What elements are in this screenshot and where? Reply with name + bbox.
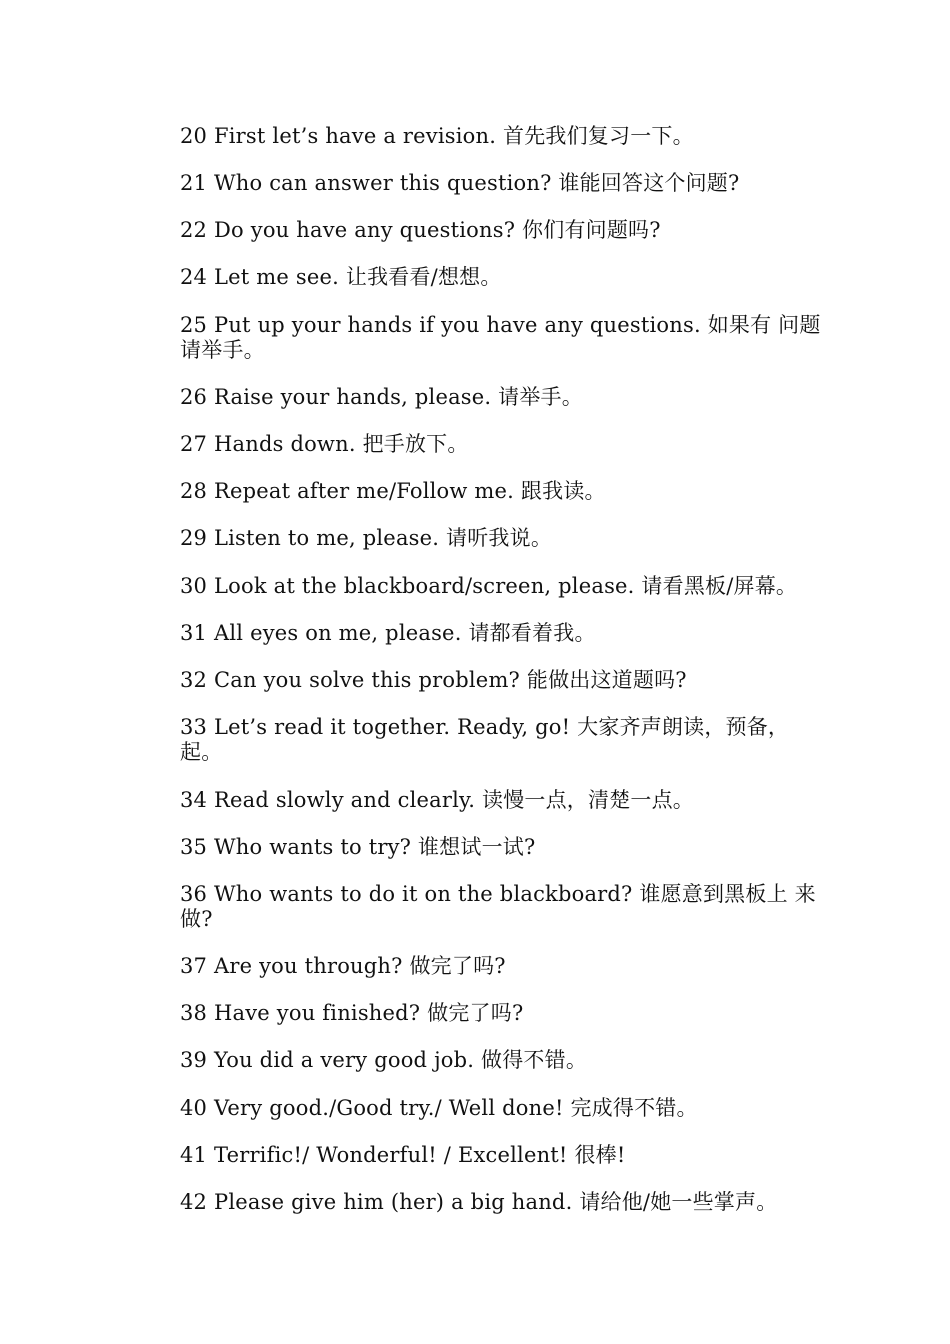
phrase-line-33: 33 Let’s read it together. Ready, go! 大家齐声朗读，预备，起。 [180,715,790,764]
phrase-line-25: 25 Put up your hands if you have any questions. 如果有 问题请举手。 [180,313,821,362]
phrase-line-32: 32 Can you solve this problem? 能做出这道题吗? [180,668,687,692]
phrase-line-22: 22 Do you have any questions? 你们有问题吗? [180,218,661,242]
phrase-line-39: 39 You did a very good job. 做得不错。 [180,1048,588,1072]
phrase-line-40: 40 Very good./Good try./ Well done! 完成得不错。 [180,1096,698,1120]
phrase-line-36: 36 Who wants to do it on the blackboard? 谁愿意到黑板上 来做? [180,882,816,931]
phrase-line-42: 42 Please give him (her) a big hand. 请给他/她一些掌声。 [180,1190,778,1214]
phrase-line-34: 34 Read slowly and clearly. 读慢一点，清楚一点。 [180,788,695,812]
phrase-line-26: 26 Raise your hands, please. 请举手。 [180,385,583,409]
phrase-line-24: 24 Let me see. 让我看看/想想。 [180,265,502,289]
phrase-line-38: 38 Have you finished? 做完了吗? [180,1001,524,1025]
phrase-line-41: 41 Terrific!/ Wonderful! / Excellent! 很棒! [180,1143,626,1167]
phrase-line-30: 30 Look at the blackboard/screen, please. 请看黑板/屏幕。 [180,574,798,598]
phrase-line-37: 37 Are you through? 做完了吗? [180,954,506,978]
phrase-line-31: 31 All eyes on me, please. 请都看着我。 [180,621,596,645]
phrase-line-35: 35 Who wants to try? 谁想试一试? [180,835,536,859]
phrase-line-20: 20 First let’s have a revision. 首先我们复习一下。 [180,124,694,148]
phrase-line-28: 28 Repeat after me/Follow me. 跟我读。 [180,479,606,503]
phrase-line-27: 27 Hands down. 把手放下。 [180,432,469,456]
phrase-line-21: 21 Who can answer this question? 谁能回答这个问题? [180,171,740,195]
phrase-line-29: 29 Listen to me, please. 请听我说。 [180,526,553,550]
